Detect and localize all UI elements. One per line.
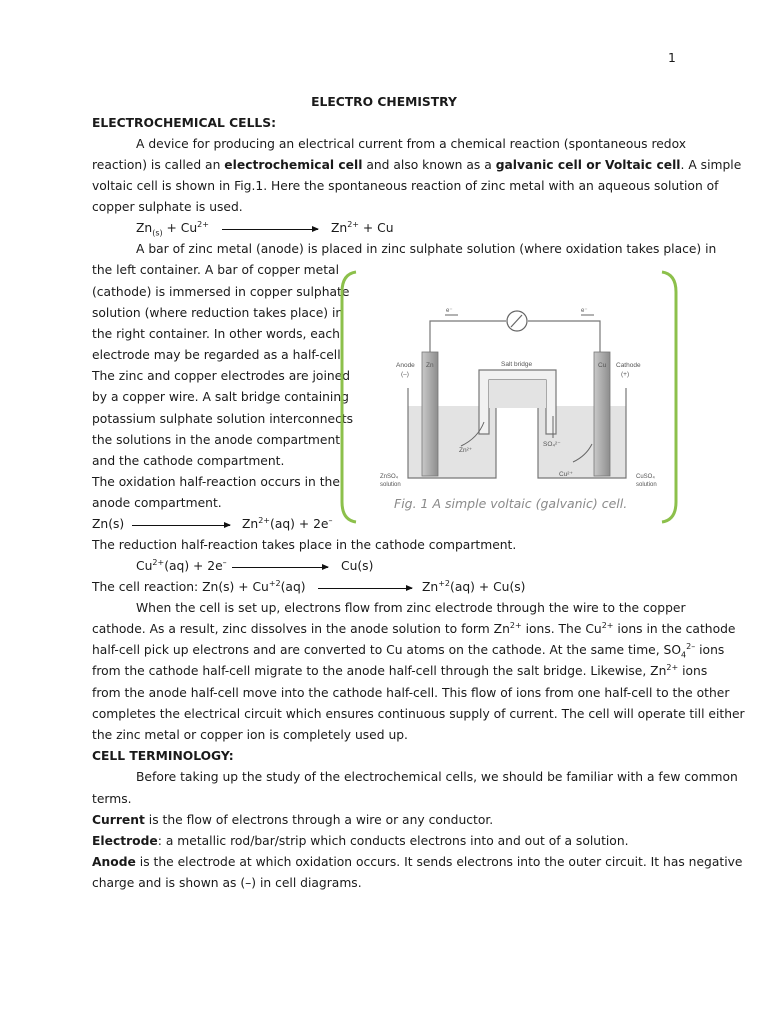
paragraph-line: copper sulphate is used. xyxy=(92,200,243,214)
bracket-left xyxy=(342,272,356,522)
label-cathode-sign: (+) xyxy=(621,371,630,378)
section-heading-electrochemical-cells: ELECTROCHEMICAL CELLS: xyxy=(92,116,277,130)
zinc-electrode xyxy=(422,352,438,476)
section-heading-cell-terminology: CELL TERMINOLOGY: xyxy=(92,749,234,763)
paragraph-line: from the cathode half-cell migrate to the anode half-cell through the salt bridge. Likewise, $Zn^{2+}$ ions xyxy=(92,662,708,678)
label-anode: Anode xyxy=(396,362,415,369)
paragraph-line: The zinc and copper electrodes are joined xyxy=(92,369,351,383)
figure-caption: Fig. 1 A simple voltaic (galvanic) cell. xyxy=(394,496,628,511)
paragraph-line: terms. xyxy=(92,792,132,806)
paragraph-line: When the cell is set up, electrons flow from zinc electrode through the wire to the copper xyxy=(136,601,686,615)
equation-reactants: $Zn_{(s)} + Cu^{2+}$ xyxy=(136,219,209,238)
reaction-arrow xyxy=(318,588,412,589)
paragraph-line: the solutions in the anode compartment xyxy=(92,433,341,447)
paragraph-line: cathode. As a result, zinc dissolves in the anode solution to form $Zn^{2+}$ ions. The $Cu^{2+}$ ions in the cathode xyxy=(92,620,736,636)
copper-electrode xyxy=(594,352,610,476)
definition-anode: Anode is the electrode at which oxidation occurs. It sends electrons into the outer circuit. It has negative xyxy=(92,855,743,869)
figure-voltaic-cell xyxy=(338,266,680,528)
paragraph-line: the left container. A bar of copper metal xyxy=(92,263,340,277)
label-znso4-solution: solution xyxy=(380,482,401,488)
label-zn: Zn xyxy=(426,362,434,369)
label-cu: Cu xyxy=(598,362,607,369)
paragraph-line: and the cathode compartment. xyxy=(92,454,285,468)
label-cathode: Cathode xyxy=(616,362,641,369)
paragraph-line: the zinc metal or copper ion is completely used up. xyxy=(92,728,408,742)
paragraph-line: Before taking up the study of the electrochemical cells, we should be familiar with a few common xyxy=(136,770,738,784)
equation-oxidation-left: Zn(s) xyxy=(92,517,125,531)
bracket-right xyxy=(662,272,676,522)
definition-current: Current is the flow of electrons through a wire or any conductor. xyxy=(92,813,494,827)
page-title: ELECTRO CHEMISTRY xyxy=(311,95,457,109)
paragraph-line: The reduction half-reaction takes place in the cathode compartment. xyxy=(92,538,517,552)
salt-bridge-fill xyxy=(489,380,546,408)
label-cu2: Cu²⁺ xyxy=(559,471,573,478)
equation-cell-reaction-right: $Zn^{+2}(aq) + Cu(s)$ xyxy=(422,578,526,594)
paragraph-line: from the anode half-cell move into the cathode half-cell. This flow of ions from one half-cell to the other xyxy=(92,686,730,700)
reaction-arrow xyxy=(232,567,328,568)
paragraph-line: charge and is shown as (–) in cell diagrams. xyxy=(92,876,362,890)
paragraph-line: reaction) is called an electrochemical cell and also known as a galvanic cell or Voltaic cell. A simple xyxy=(92,158,742,172)
equation-reduction-left: $Cu^{2+}(aq) + 2e^-$ xyxy=(136,557,227,573)
page-number: 1 xyxy=(668,51,676,65)
reaction-arrow xyxy=(132,525,230,526)
definition-electrode: Electrode: a metallic rod/bar/strip which conducts electrons into and out of a solution. xyxy=(92,834,629,848)
label-anode-sign: (–) xyxy=(401,371,409,378)
paragraph-line: A bar of zinc metal (anode) is placed in zinc sulphate solution (where oxidation takes place) in xyxy=(136,242,717,256)
paragraph-line: half-cell pick up electrons and are converted to Cu atoms on the cathode. At the same time, $SO_4^{2-}$ ions xyxy=(92,641,725,660)
label-e-left: e⁻ xyxy=(446,308,453,314)
label-zn2: Zn²⁺ xyxy=(459,447,473,454)
label-so4: SO₄²⁻ xyxy=(543,441,561,448)
reaction-arrow xyxy=(222,229,318,230)
label-cuso4-solution: solution xyxy=(636,482,657,488)
label-salt-bridge: Salt bridge xyxy=(501,361,533,368)
paragraph-line: The oxidation half-reaction occurs in the xyxy=(92,475,340,489)
equation-products: $Zn^{2+} + Cu$ xyxy=(331,219,394,235)
paragraph-line: voltaic cell is shown in Fig.1. Here the spontaneous reaction of zinc metal with an aqueous solution of xyxy=(92,179,719,193)
paragraph-line: completes the electrical circuit which ensures continuous supply of current. The cell will operate till either xyxy=(92,707,745,721)
voltaic-cell-diagram xyxy=(338,266,680,528)
paragraph-line: by a copper wire. A salt bridge containing xyxy=(92,390,349,404)
paragraph-line: solution (where reduction takes place) in xyxy=(92,306,344,320)
paragraph-line: electrode may be regarded as a half-cell. xyxy=(92,348,345,362)
paragraph-line: (cathode) is immersed in copper sulphate xyxy=(92,285,350,299)
paragraph-line: the right container. In other words, each xyxy=(92,327,340,341)
paragraph-line: potassium sulphate solution interconnects xyxy=(92,412,354,426)
equation-reduction-right: Cu(s) xyxy=(341,559,374,573)
label-e-right: e⁻ xyxy=(581,308,588,314)
equation-oxidation-right: $Zn^{2+}(aq) + 2e^-$ xyxy=(242,515,333,531)
paragraph-line: A device for producing an electrical current from a chemical reaction (spontaneous redox xyxy=(136,137,687,151)
equation-cell-reaction-left: The cell reaction: $Zn(s) + Cu^{+2}(aq)$ xyxy=(92,578,306,594)
paragraph-line: anode compartment. xyxy=(92,496,222,510)
label-znso4: ZnSO₄ xyxy=(380,474,399,480)
label-cuso4: CuSO₄ xyxy=(636,474,655,480)
